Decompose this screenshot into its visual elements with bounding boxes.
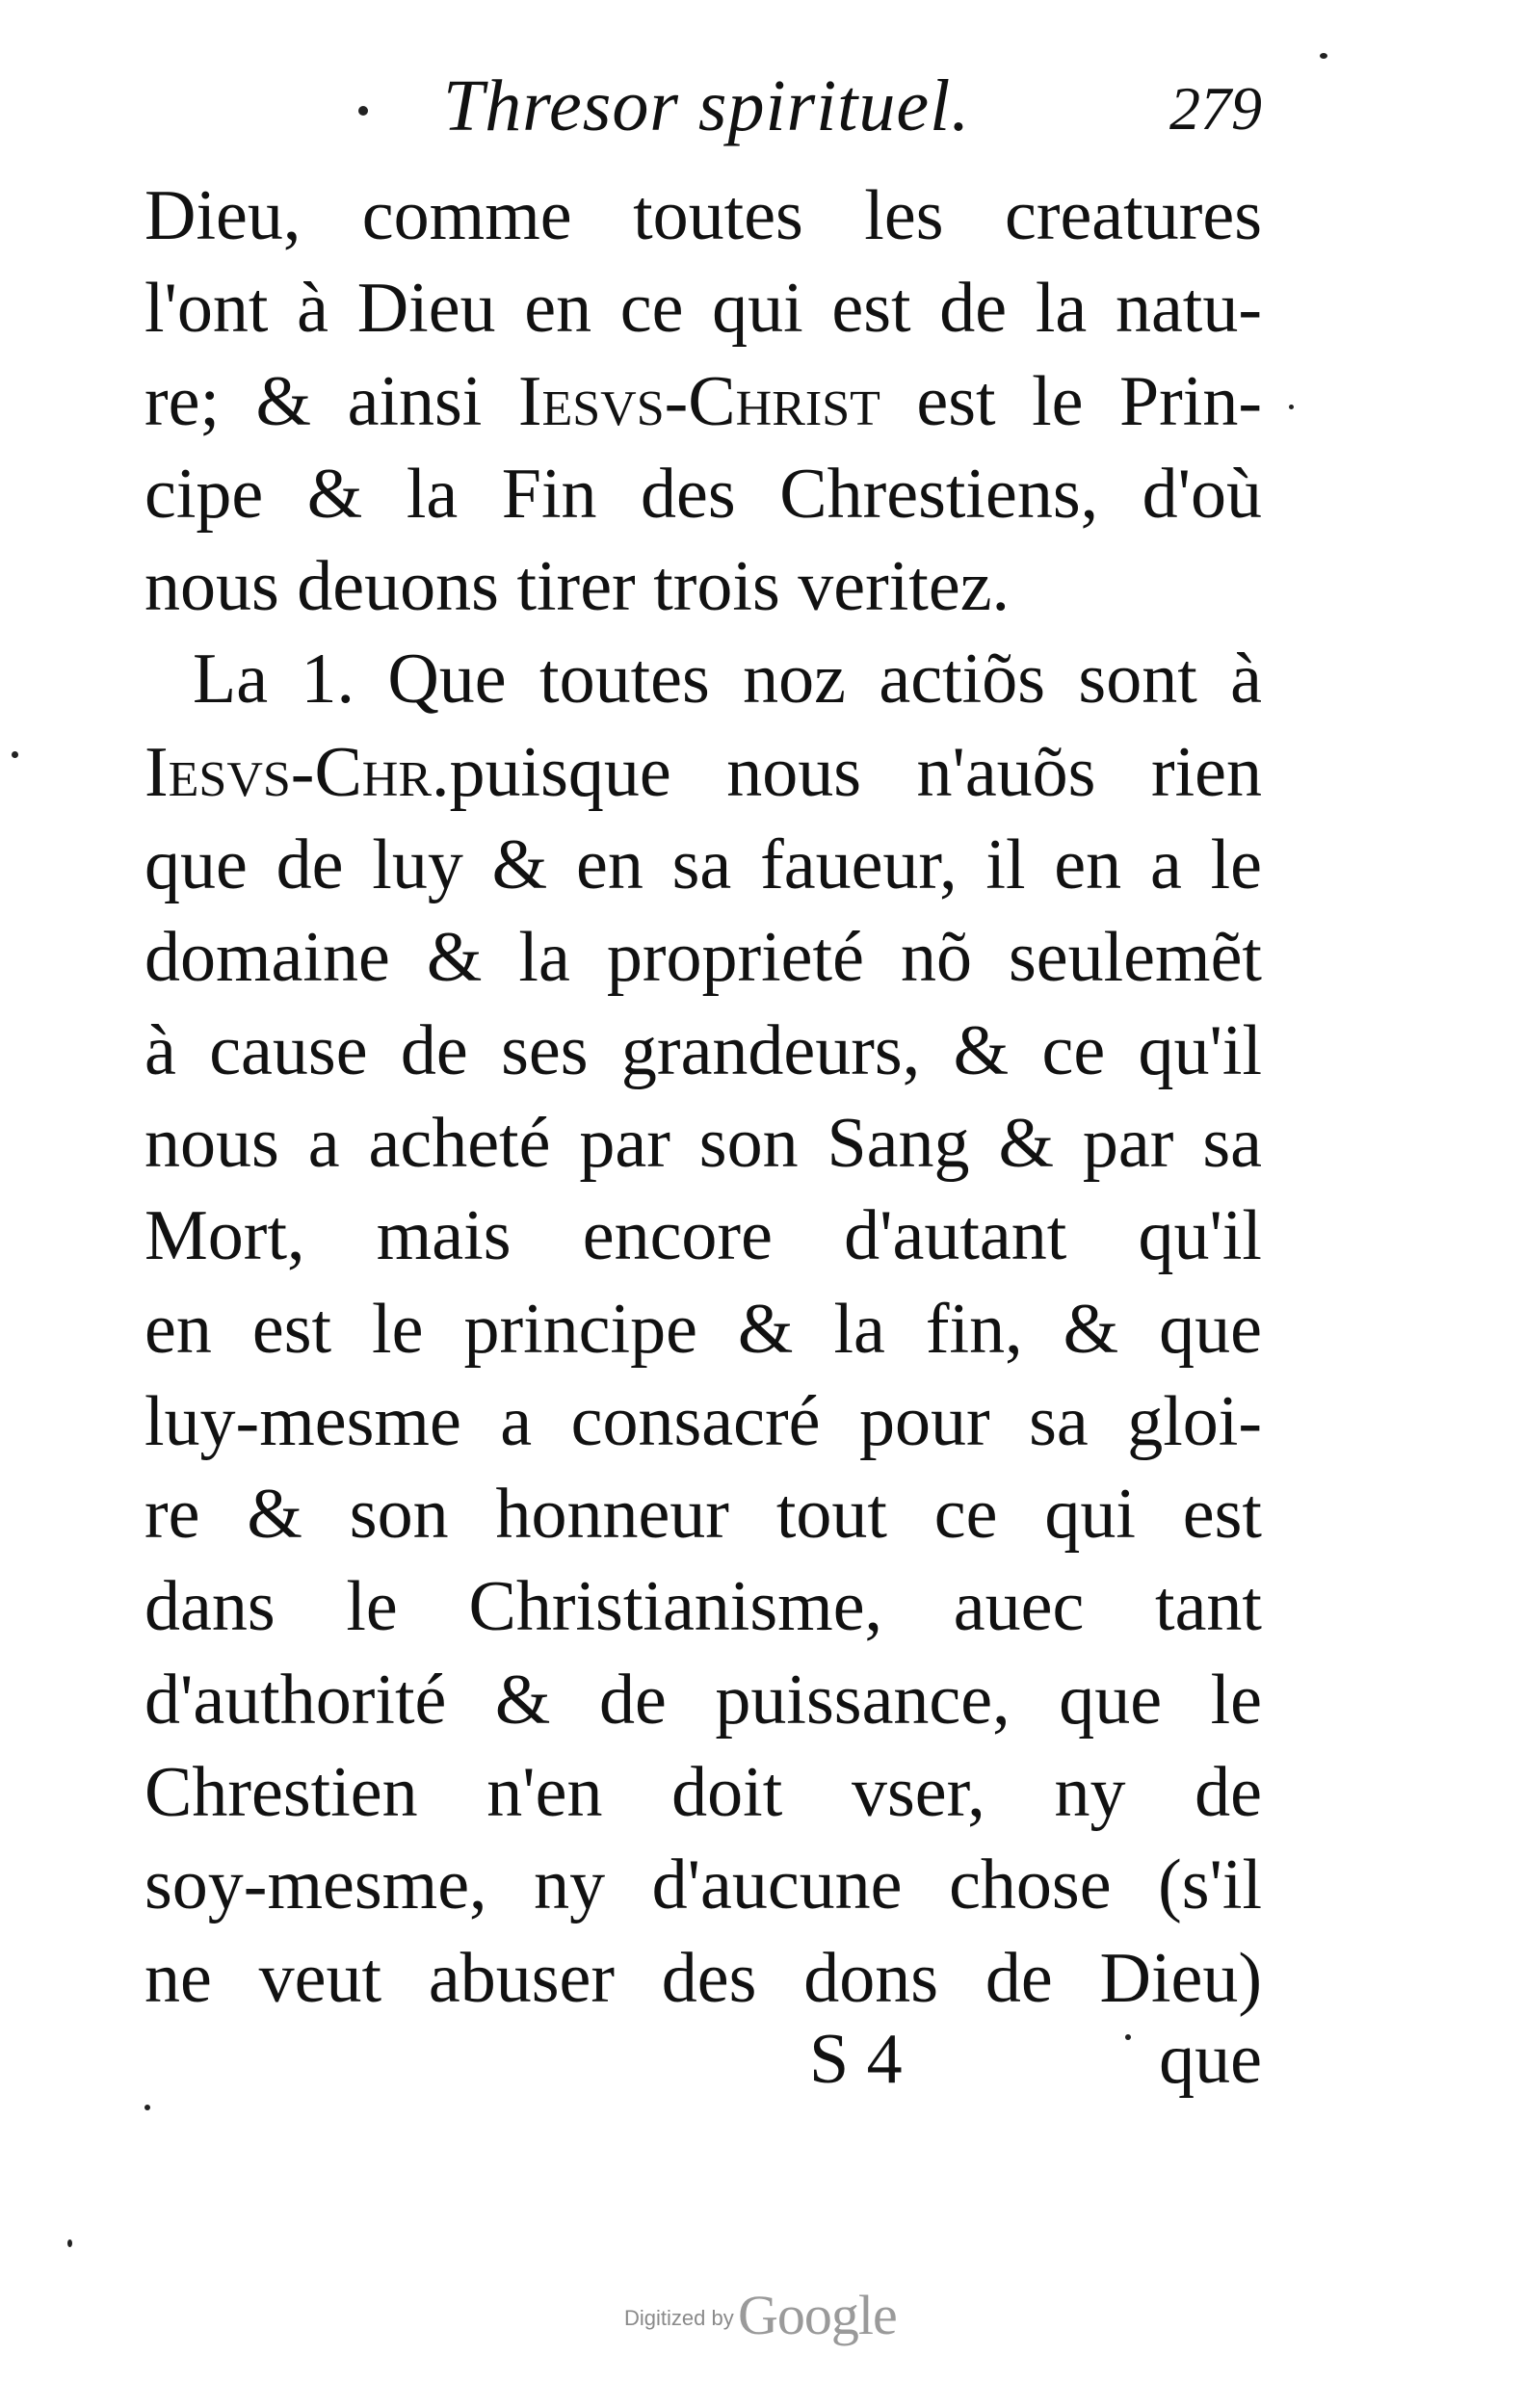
text-line: cipe & la Fin des Chrestiens, d'où	[144, 454, 1262, 534]
text-line: nous a acheté par son Sang & par sa	[144, 1103, 1262, 1183]
text-line: nous deuons tirer trois veritez.	[144, 547, 1011, 627]
scan-speck	[144, 2105, 150, 2110]
running-title: Thresor spirituel.	[443, 65, 971, 146]
text-line: ne veut abuser des dons de Dieu)	[144, 1938, 1262, 2018]
small-caps-name: Iesvs-Chr.	[144, 732, 450, 812]
text-line: luy-mesme a consacré pour sa gloi-	[144, 1381, 1262, 1461]
text-line: Dieu, comme toutes les creatures	[144, 176, 1262, 255]
text-line	[144, 726, 1262, 819]
text-line: Mort, mais encore d'autant qu'il	[144, 1196, 1262, 1276]
text-line: soy-mesme, ny d'aucune chose (s'il	[144, 1845, 1262, 1925]
text-line: que de luy & en sa faueur, il en a le	[144, 825, 1262, 905]
google-logo: Google	[738, 2284, 897, 2346]
body-text	[144, 170, 1262, 2025]
text-segment: puisque nous n'auõs rien	[449, 732, 1262, 812]
running-header	[424, 53, 1262, 159]
signature-mark: S 4	[809, 2020, 903, 2099]
scan-speck	[12, 751, 18, 758]
catchword: que	[1159, 2020, 1262, 2099]
watermark-prefix: Digitized by	[624, 2306, 734, 2330]
text-segment: est le Prin-	[880, 361, 1262, 441]
text-line: d'authorité & de puissance, que le	[144, 1660, 1262, 1740]
text-line: domaine & la proprieté nõ seulemẽt	[144, 918, 1262, 998]
digitization-watermark	[624, 2283, 932, 2346]
scan-speck	[67, 2239, 72, 2247]
scan-speck	[1320, 53, 1327, 59]
text-line: La 1. Que toutes noz actiõs sont à	[193, 640, 1262, 720]
small-caps-name: Iesvs-Christ	[517, 361, 880, 441]
page-footer	[809, 2013, 1262, 2109]
text-line	[144, 355, 1262, 448]
text-line: à cause de ses grandeurs, & ce qu'il	[144, 1010, 1262, 1090]
page-number: 279	[1169, 74, 1262, 143]
text-line: dans le Christianisme, auec tant	[144, 1567, 1262, 1647]
text-line: en est le principe & la fin, & que	[144, 1289, 1262, 1369]
text-line: Chrestien n'en doit vser, ny de	[144, 1753, 1262, 1833]
scan-speck	[1125, 2034, 1131, 2040]
text-line: re & son honneur tout ce qui est	[144, 1475, 1262, 1555]
scan-speck	[358, 106, 368, 116]
text-line: l'ont à Dieu en ce qui est de la natu-	[144, 269, 1262, 349]
text-segment: re; & ainsi	[144, 361, 518, 441]
scan-speck	[1289, 405, 1294, 409]
